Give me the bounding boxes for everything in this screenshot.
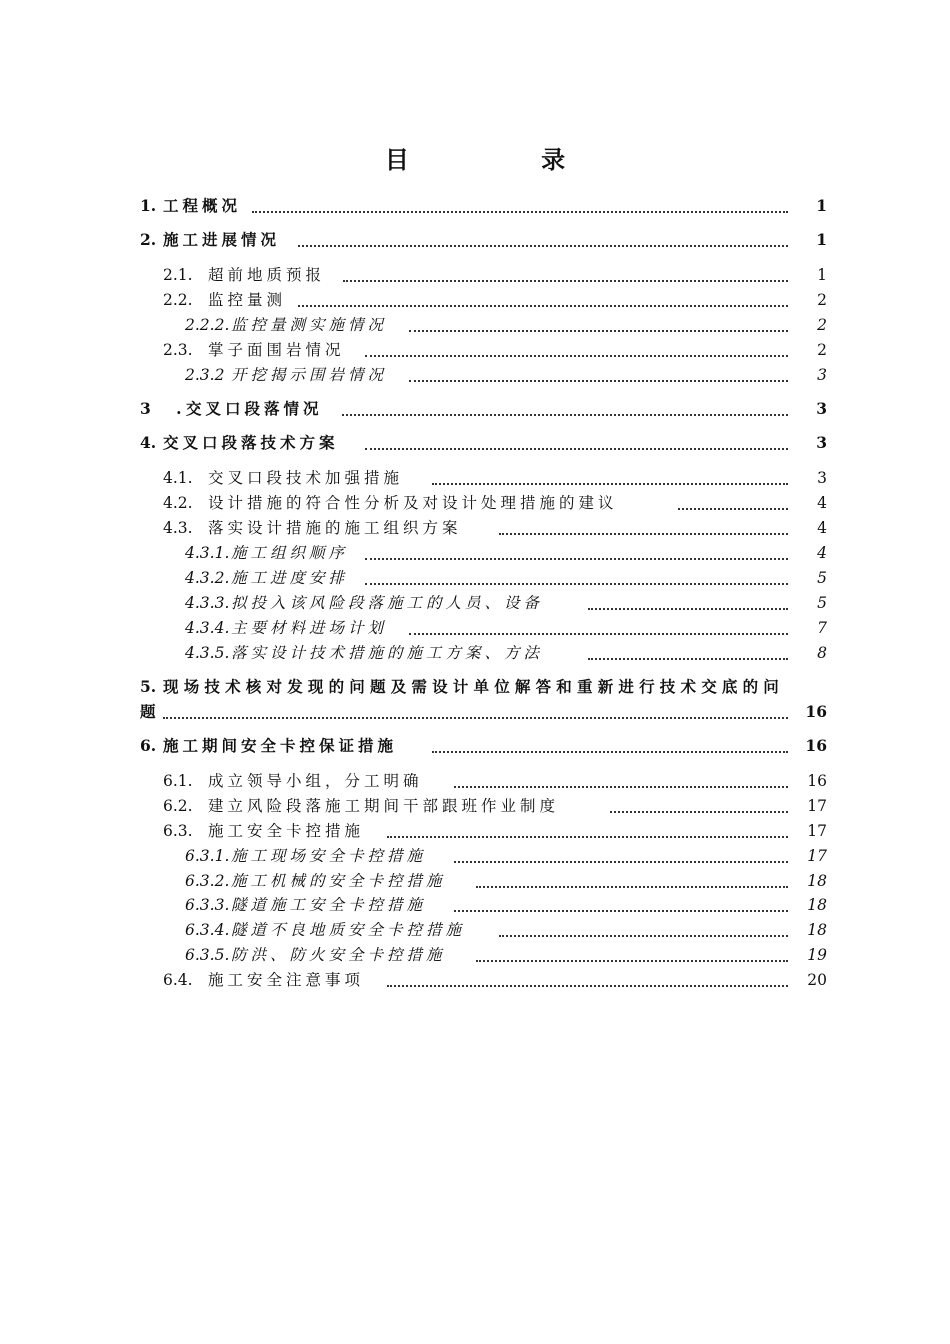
- toc-entry-page: 4: [817, 494, 827, 512]
- toc-leader: [365, 582, 788, 585]
- toc-entry-page: 2: [817, 291, 827, 309]
- toc-entry-number: 2.2.: [163, 291, 193, 309]
- toc-leader: [163, 716, 788, 719]
- toc-entry-text: 隧道不良地质安全卡控措施: [231, 921, 466, 939]
- toc-entry-number: 2.1.: [163, 266, 193, 284]
- toc-leader: [454, 860, 788, 863]
- toc-entry-number: 6.2.: [163, 797, 193, 815]
- toc-entry[interactable]: [0, 943, 950, 967]
- toc-entry[interactable]: [0, 541, 950, 565]
- toc-leader: [298, 244, 788, 247]
- toc-entry-number: 4.3.: [163, 519, 193, 537]
- toc-entry[interactable]: [0, 918, 950, 942]
- toc-entry-text: 拟投入该风险段落施工的人员、设备: [231, 594, 544, 612]
- toc-entry-number: 2.3.: [163, 341, 193, 359]
- toc-entry-text: 掌子面围岩情况: [208, 341, 345, 359]
- toc-entry[interactable]: [0, 675, 950, 699]
- toc-entry-number: 6.1.: [163, 772, 193, 790]
- toc-entry-text: 超前地质预报: [208, 266, 326, 284]
- toc-entry-number: 4.: [140, 433, 157, 452]
- toc-entry-text: 施工进度安排: [231, 569, 349, 587]
- toc-leader: [499, 532, 788, 535]
- toc-leader: [454, 785, 788, 788]
- toc-leader: [454, 909, 788, 912]
- toc-entry-number: 2.: [140, 230, 157, 249]
- toc-entry-page: 8: [817, 644, 827, 662]
- toc-leader: [252, 210, 788, 213]
- toc-entry-page: 16: [807, 772, 827, 790]
- toc-entry-text: 施工安全注意事项: [208, 971, 365, 989]
- toc-leader: [387, 835, 788, 838]
- toc-leader: [476, 885, 788, 888]
- toc-entry-page: 3: [817, 366, 827, 384]
- toc-entry-number: 2.2.2.: [185, 316, 230, 334]
- toc-entry-text: 防洪、防火安全卡控措施: [231, 946, 446, 964]
- toc-entry-page: 5: [817, 594, 827, 612]
- toc-entry[interactable]: [0, 431, 950, 455]
- toc-entry-page: 20: [807, 971, 827, 989]
- toc-entry[interactable]: [0, 794, 950, 818]
- toc-entry-number: 3 .: [140, 399, 192, 418]
- toc-leader: [499, 934, 788, 937]
- toc-entry-page: 17: [807, 847, 827, 865]
- toc-entry-page: 1: [816, 196, 827, 215]
- toc-entry-page: 3: [817, 469, 827, 487]
- toc-entry-number: 4.3.5.: [185, 644, 230, 662]
- toc-entry[interactable]: [0, 616, 950, 640]
- toc-entry-page: 1: [816, 230, 827, 249]
- toc-entry-number: 4.2.: [163, 494, 193, 512]
- toc-entry-text: 设计措施的符合性分析及对设计处理措施的建议: [208, 494, 618, 512]
- toc-entry[interactable]: [0, 466, 950, 490]
- toc-entry-text: 主要材料进场计划: [231, 619, 388, 637]
- toc-entry[interactable]: [0, 263, 950, 287]
- toc-entry-page: 18: [807, 921, 827, 939]
- toc-entry-page: 3: [816, 433, 827, 452]
- toc-leader: [387, 984, 788, 987]
- toc-entry-text: 施工安全卡控措施: [208, 822, 365, 840]
- toc-entry-text: 落实设计措施的施工组织方案: [208, 519, 462, 537]
- toc-entry[interactable]: [0, 288, 950, 312]
- toc-entry-number: 4.1.: [163, 469, 193, 487]
- toc-entry[interactable]: [0, 869, 950, 893]
- toc-entry[interactable]: [0, 566, 950, 590]
- toc-entry-page: 17: [807, 797, 827, 815]
- toc-entry[interactable]: [0, 228, 950, 252]
- toc-entry[interactable]: [0, 516, 950, 540]
- toc-leader: [343, 279, 788, 282]
- toc-entry-number: 6.3.4.: [185, 921, 230, 939]
- toc-entry-page: 5: [817, 569, 827, 587]
- toc-entry[interactable]: [0, 338, 950, 362]
- toc-leader: [588, 657, 788, 660]
- toc-entry-page: 18: [807, 872, 827, 890]
- toc-leader: [432, 482, 788, 485]
- toc-entry-text: 施工机械的安全卡控措施: [231, 872, 446, 890]
- toc-entry[interactable]: [0, 194, 950, 218]
- toc-entry-number: 4.3.1.: [185, 544, 230, 562]
- toc-entry[interactable]: [0, 769, 950, 793]
- toc-entry-page: 2: [817, 341, 827, 359]
- toc-leader: [432, 750, 788, 753]
- toc-entry-text: 落实设计技术措施的施工方案、方法: [231, 644, 544, 662]
- toc-entry-text: 开挖揭示围岩情况: [231, 366, 388, 384]
- toc-entry-page: 18: [807, 896, 827, 914]
- toc-entry-number: 6.3.3.: [185, 896, 230, 914]
- toc-entry[interactable]: [0, 893, 950, 917]
- toc-leader: [365, 557, 788, 560]
- toc-leader: [610, 810, 788, 813]
- toc-entry-number: 6.4.: [163, 971, 193, 989]
- toc-entry-text: 交叉口段技术加强措施: [208, 469, 404, 487]
- toc-entry-text: 交叉口段落情况: [186, 399, 323, 418]
- toc-entry-text: 建立风险段落施工期间干部跟班作业制度: [208, 797, 560, 815]
- toc-leader: [678, 507, 788, 510]
- toc-entry-text: 施工进展情况: [163, 230, 281, 249]
- toc-entry-text: 工程概况: [163, 196, 242, 215]
- toc-entry-number: 4.3.2.: [185, 569, 230, 587]
- toc-entry-text: 施工现场安全卡控措施: [231, 847, 427, 865]
- toc-entry-number: 6.3.2.: [185, 872, 230, 890]
- toc-entry-number: 4.3.3.: [185, 594, 230, 612]
- toc-entry-page: 7: [817, 619, 827, 637]
- toc-entry-page: 2: [817, 316, 827, 334]
- toc-entry-text: 监控量测: [208, 291, 287, 309]
- toc-entry[interactable]: [0, 363, 950, 387]
- toc-leader: [588, 607, 788, 610]
- toc-entry-text: 成立领导小组，分工明确: [208, 772, 423, 790]
- toc-entry[interactable]: [0, 641, 950, 665]
- toc-entry[interactable]: [0, 968, 950, 992]
- toc-entry-number: 2.3.2: [185, 366, 225, 384]
- toc-entry-page: 4: [817, 519, 827, 537]
- toc-entry[interactable]: [0, 734, 950, 758]
- toc-entry-number: 6.: [140, 736, 157, 755]
- toc-entry-number: 6.3.: [163, 822, 193, 840]
- toc-entry-number: 1.: [140, 196, 157, 215]
- toc-entry[interactable]: [0, 819, 950, 843]
- toc-leader: [298, 304, 788, 307]
- toc-entry-continuation[interactable]: [0, 700, 950, 724]
- toc-title: 目 录: [384, 145, 628, 174]
- toc-leader: [409, 632, 788, 635]
- toc-entry-page: 16: [805, 702, 827, 721]
- toc-leader: [365, 354, 788, 357]
- toc-entry-text: 施工组织顺序: [231, 544, 349, 562]
- toc-entry[interactable]: [0, 591, 950, 615]
- toc-entry-page: 1: [817, 266, 827, 284]
- toc-entry-page: 4: [817, 544, 827, 562]
- toc-entry-number: 6.3.1.: [185, 847, 230, 865]
- toc-entry[interactable]: [0, 313, 950, 337]
- toc-leader: [365, 447, 788, 450]
- toc-leader: [409, 329, 788, 332]
- toc-entry[interactable]: [0, 491, 950, 515]
- toc-entry-page: 17: [807, 822, 827, 840]
- toc-entry-number: 4.3.4.: [185, 619, 230, 637]
- toc-entry-text: 交叉口段落技术方案: [163, 433, 339, 452]
- toc-entry-text: 隧道施工安全卡控措施: [231, 896, 427, 914]
- toc-leader: [342, 413, 788, 416]
- toc-entry-text: 题: [140, 702, 160, 721]
- toc-entry-text: 现场技术核对发现的问题及需设计单位解答和重新进行技术交底的问: [163, 677, 785, 696]
- toc-entry[interactable]: [0, 844, 950, 868]
- toc-entry-number: 5.: [140, 677, 157, 696]
- toc-leader: [409, 379, 788, 382]
- toc-entry-page: 3: [816, 399, 827, 418]
- toc-entry-text: 施工期间安全卡控保证措施: [163, 736, 398, 755]
- toc-entry[interactable]: [0, 397, 950, 421]
- toc-entry-page: 19: [807, 946, 827, 964]
- toc-entry-text: 监控量测实施情况: [231, 316, 388, 334]
- toc-leader: [476, 959, 788, 962]
- toc-entry-number: 6.3.5.: [185, 946, 230, 964]
- toc-entry-page: 16: [805, 736, 827, 755]
